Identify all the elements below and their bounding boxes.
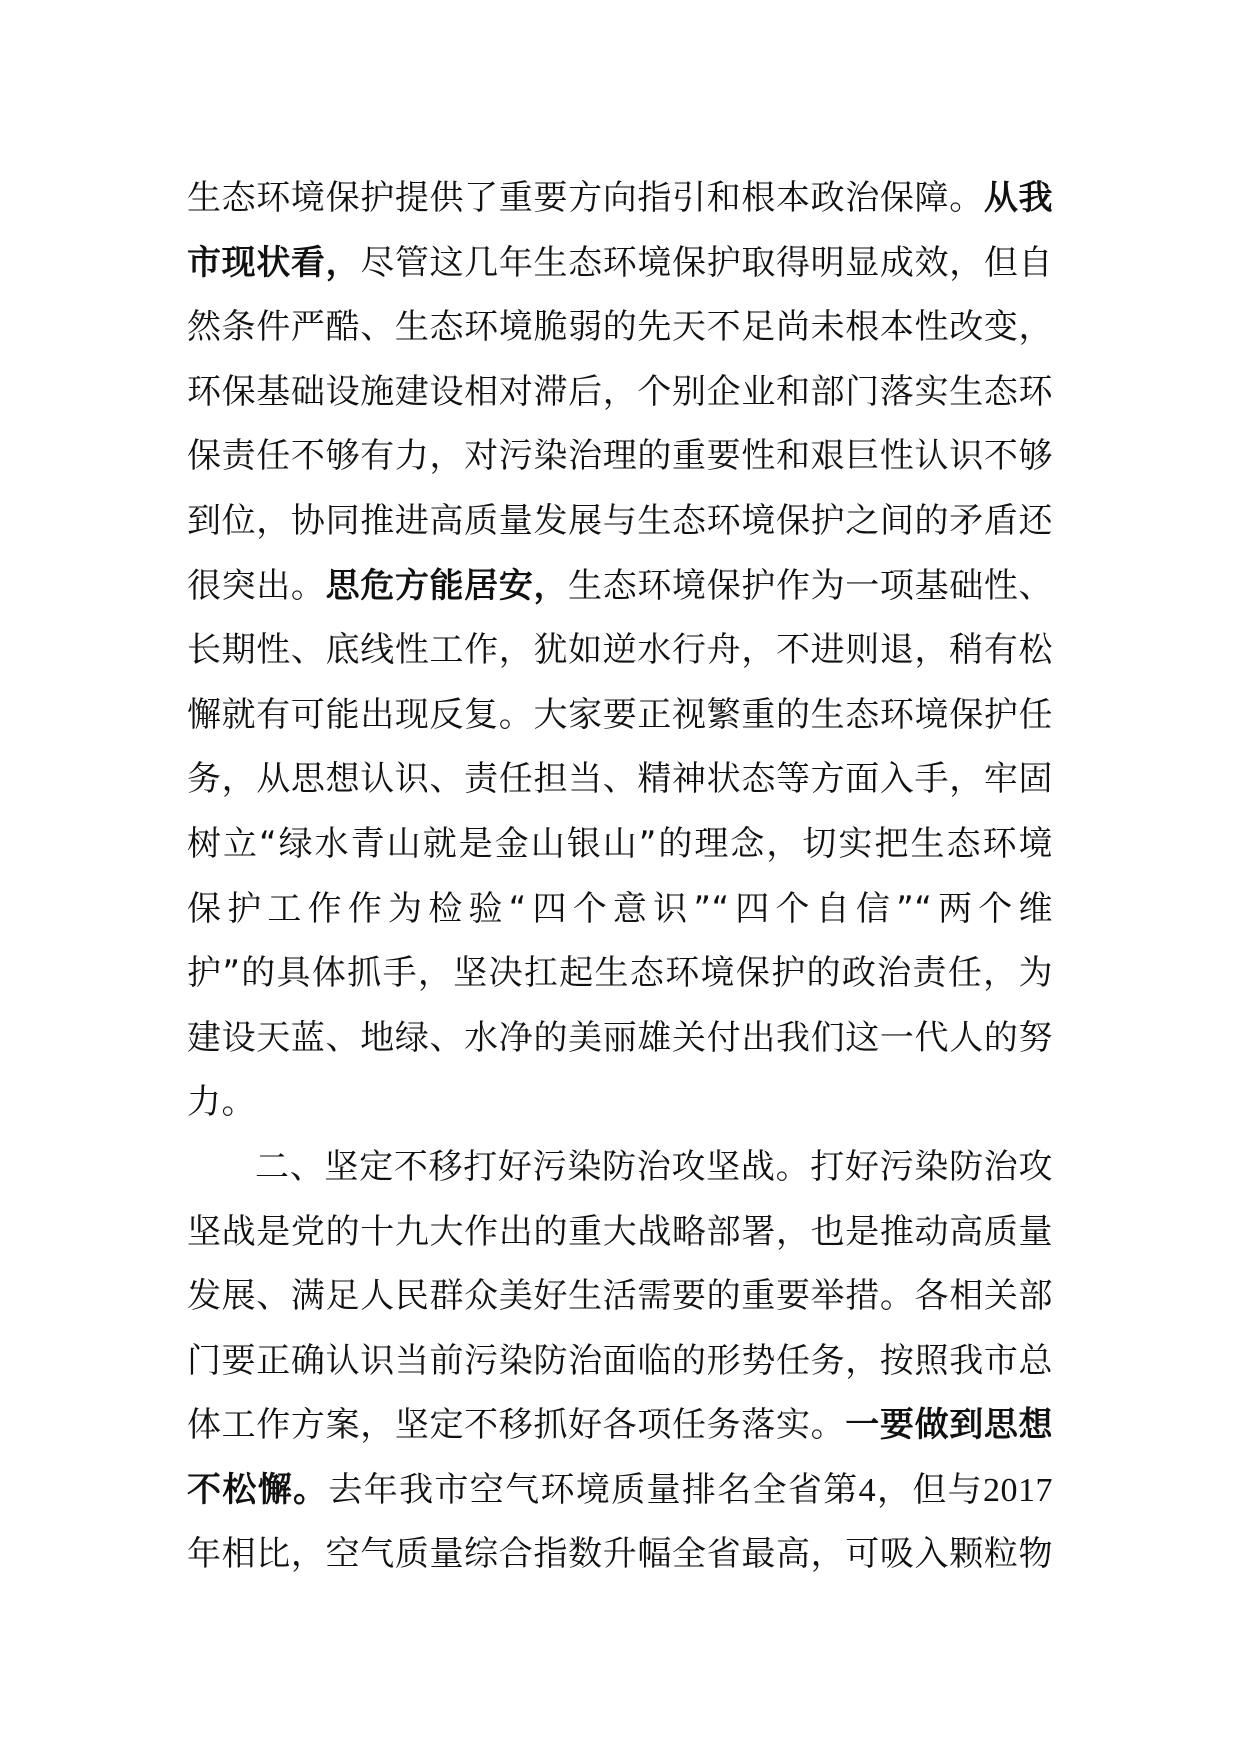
text-line <box>187 231 1053 296</box>
text-run: 环保基础设施建设相对滞后，个别企业和部门落实生态环 <box>187 371 1053 412</box>
text-line <box>187 295 1053 360</box>
text-run: 建设天蓝、地绿、水净的美丽雄关付出我们这一代人的努 <box>187 1017 1053 1058</box>
bold-text-run: 思危方能居安， <box>325 565 569 606</box>
text-run: 体工作方案，坚定不移抓好各项任务落实。 <box>187 1405 846 1446</box>
text-run: 长期性、底线性工作，犹如逆水行舟，不进则退，稍有松 <box>187 630 1053 671</box>
text-line <box>187 166 1053 231</box>
text-run: 年相比，空气质量综合指数升幅全省最高，可吸入颗粒物 <box>187 1534 1053 1575</box>
text-line <box>187 1135 1053 1200</box>
bold-text-run: 不松懈。 <box>187 1469 329 1510</box>
text-run: 到位，协同推进高质量发展与生态环境保护之间的矛盾还 <box>187 500 1053 541</box>
text-line <box>187 360 1053 425</box>
text-line <box>187 812 1053 877</box>
text-run: 保责任不够有力，对污染治理的重要性和艰巨性认识不够 <box>187 436 1053 477</box>
text-line <box>187 554 1053 619</box>
text-run: 二、坚定不移打好污染防治攻坚战。打好污染防治攻 <box>255 1146 1053 1187</box>
text-run: 懈就有可能出现反复。大家要正视繁重的生态环境保护任 <box>187 694 1053 735</box>
text-run: 尽管这几年生态环境保护取得明显成效，但自 <box>360 242 1054 283</box>
number-run: 2017 <box>983 1471 1054 1509</box>
text-run: 去年我市空气环境质量排名全省第 <box>328 1469 859 1510</box>
text-run: 很突出。 <box>187 565 326 606</box>
text-run: 然条件严酷、生态环境脆弱的先天不足尚未根本性改变， <box>187 307 1053 348</box>
text-run: 树立“绿水青山就是金山银山”的理念，切实把生态环境 <box>187 823 1053 864</box>
text-line <box>187 1264 1053 1329</box>
text-line <box>187 424 1053 489</box>
text-line <box>187 489 1053 554</box>
text-line <box>187 877 1053 942</box>
text-line <box>187 1329 1053 1394</box>
text-line <box>187 747 1053 812</box>
text-line <box>187 1393 1053 1458</box>
text-line <box>187 618 1053 683</box>
bold-text-run: 一要做到思想 <box>845 1405 1054 1446</box>
text-line <box>187 1200 1053 1265</box>
text-run: 护”的具体抓手，坚决扛起生态环境保护的政治责任，为 <box>187 953 1053 994</box>
text-run: ，但与 <box>876 1469 984 1510</box>
text-run: 发展、满足人民群众美好生活需要的重要举措。各相关部 <box>187 1276 1053 1317</box>
text-line <box>187 1070 1053 1135</box>
bold-text-run: 从我 <box>983 178 1054 218</box>
text-run: 力。 <box>187 1082 256 1123</box>
text-line <box>187 1006 1053 1071</box>
text-run: 保护工作作为检验“四个意识”“四个自信”“两个维 <box>187 888 1053 929</box>
body-text <box>187 166 1053 1587</box>
text-line <box>187 1458 1053 1523</box>
text-run: 务，从思想认识、责任担当、精神状态等方面入手，牢固 <box>187 759 1053 800</box>
bold-text-run: 市现状看， <box>187 242 361 283</box>
text-line <box>187 683 1053 748</box>
text-run: 生态环境保护作为一项基础性、 <box>568 565 1054 606</box>
text-run: 门要正确认识当前污染防治面临的形势任务，按照我市总 <box>187 1340 1053 1381</box>
text-run: 生态环境保护提供了重要方向指引和根本政治保障。 <box>187 178 984 218</box>
text-line <box>187 941 1053 1006</box>
text-line <box>187 1522 1053 1587</box>
text-run: 坚战是党的十九大作出的重大战略部署，也是推动高质量 <box>187 1211 1053 1252</box>
number-run: 4 <box>858 1471 877 1509</box>
